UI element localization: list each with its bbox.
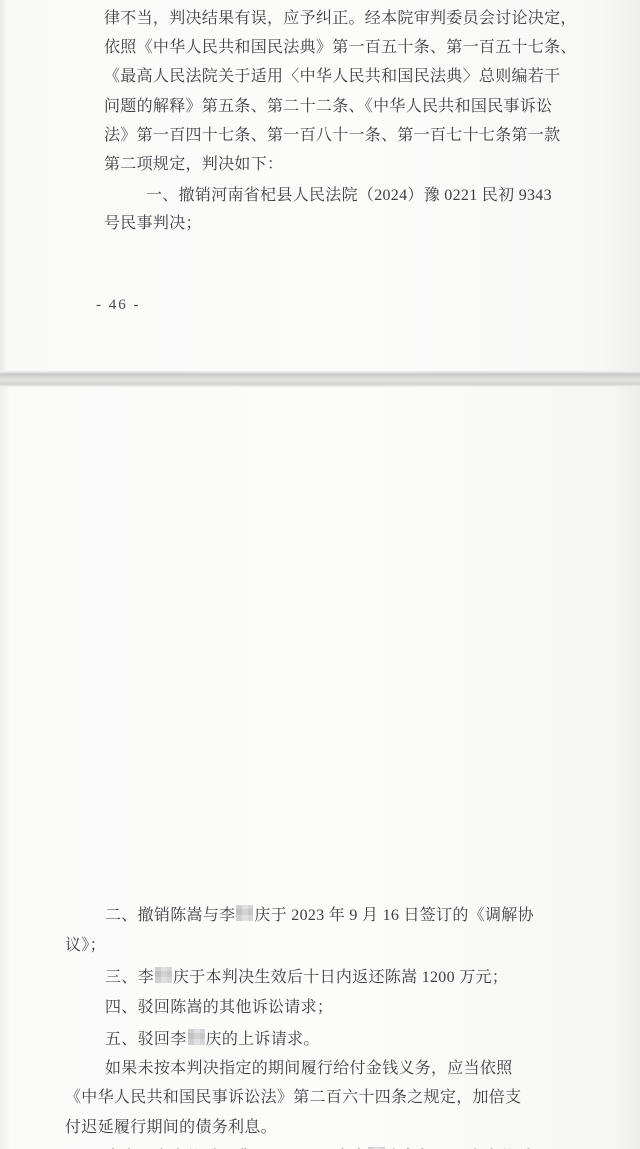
redacted-name-blur — [155, 967, 172, 983]
page-divider — [0, 371, 640, 387]
text-line: 《最高人民法院关于适用〈中华人民共和国民法典〉总则编若干 — [104, 68, 561, 85]
judgment-page-1 — [0, 0, 640, 371]
judgment-item-2-cont: 议》； — [65, 937, 106, 954]
text-line: 付迟延履行期间的债务利息。 — [65, 1119, 277, 1136]
text-line: 法》第一百四十七条、第一百八十一条、第一百七十七条第一款 — [104, 127, 561, 144]
judgment-item-3 — [105, 967, 508, 988]
judgment-item-4: 四、驳回陈嵩的其他诉讼请求； — [105, 999, 334, 1016]
text-segment: 五、驳回李 — [105, 1031, 187, 1048]
text-segment: 庆于本判决生效后十日内返还陈嵩 1200 万元； — [172, 969, 509, 986]
text-line: 《中华人民共和国民事诉讼法》第二百六十四条之规定，加倍支 — [65, 1089, 522, 1106]
judgment-item-5 — [105, 1029, 320, 1050]
text-line: 号民事判决； — [104, 215, 202, 232]
redacted-name-blur — [236, 905, 253, 921]
judgment-item-2 — [105, 905, 534, 926]
page-number: - 46 - — [96, 297, 141, 313]
text-line: 问题的解释》第五条、第二十二条、《中华人民共和国民事诉讼 — [104, 98, 553, 115]
text-line: 第二项规定，判决如下： — [104, 156, 284, 173]
text-line: 如果未按本判决指定的期间履行给付金钱义务，应当依照 — [105, 1060, 513, 1077]
text-segment: 庆的上诉请求。 — [205, 1031, 320, 1048]
text-segment: 二、撤销陈嵩与李 — [105, 907, 236, 924]
text-line: 律不当，判决结果有误，应予纠正。经本院审判委员会讨论决定， — [104, 10, 577, 27]
text-line: 依照《中华人民共和国民法典》第一百五十条、第一百五十七条、 — [104, 39, 577, 56]
redacted-name-blur — [188, 1029, 205, 1045]
text-segment: 三、李 — [105, 969, 154, 986]
judgment-item-1: 一、撤销河南省杞县人民法院（2024）豫 0221 民初 9343 — [146, 187, 552, 204]
judgment-page-2 — [0, 387, 640, 1149]
text-segment: 庆于 2023 年 9 月 16 日签订的《调解协 — [254, 907, 534, 924]
